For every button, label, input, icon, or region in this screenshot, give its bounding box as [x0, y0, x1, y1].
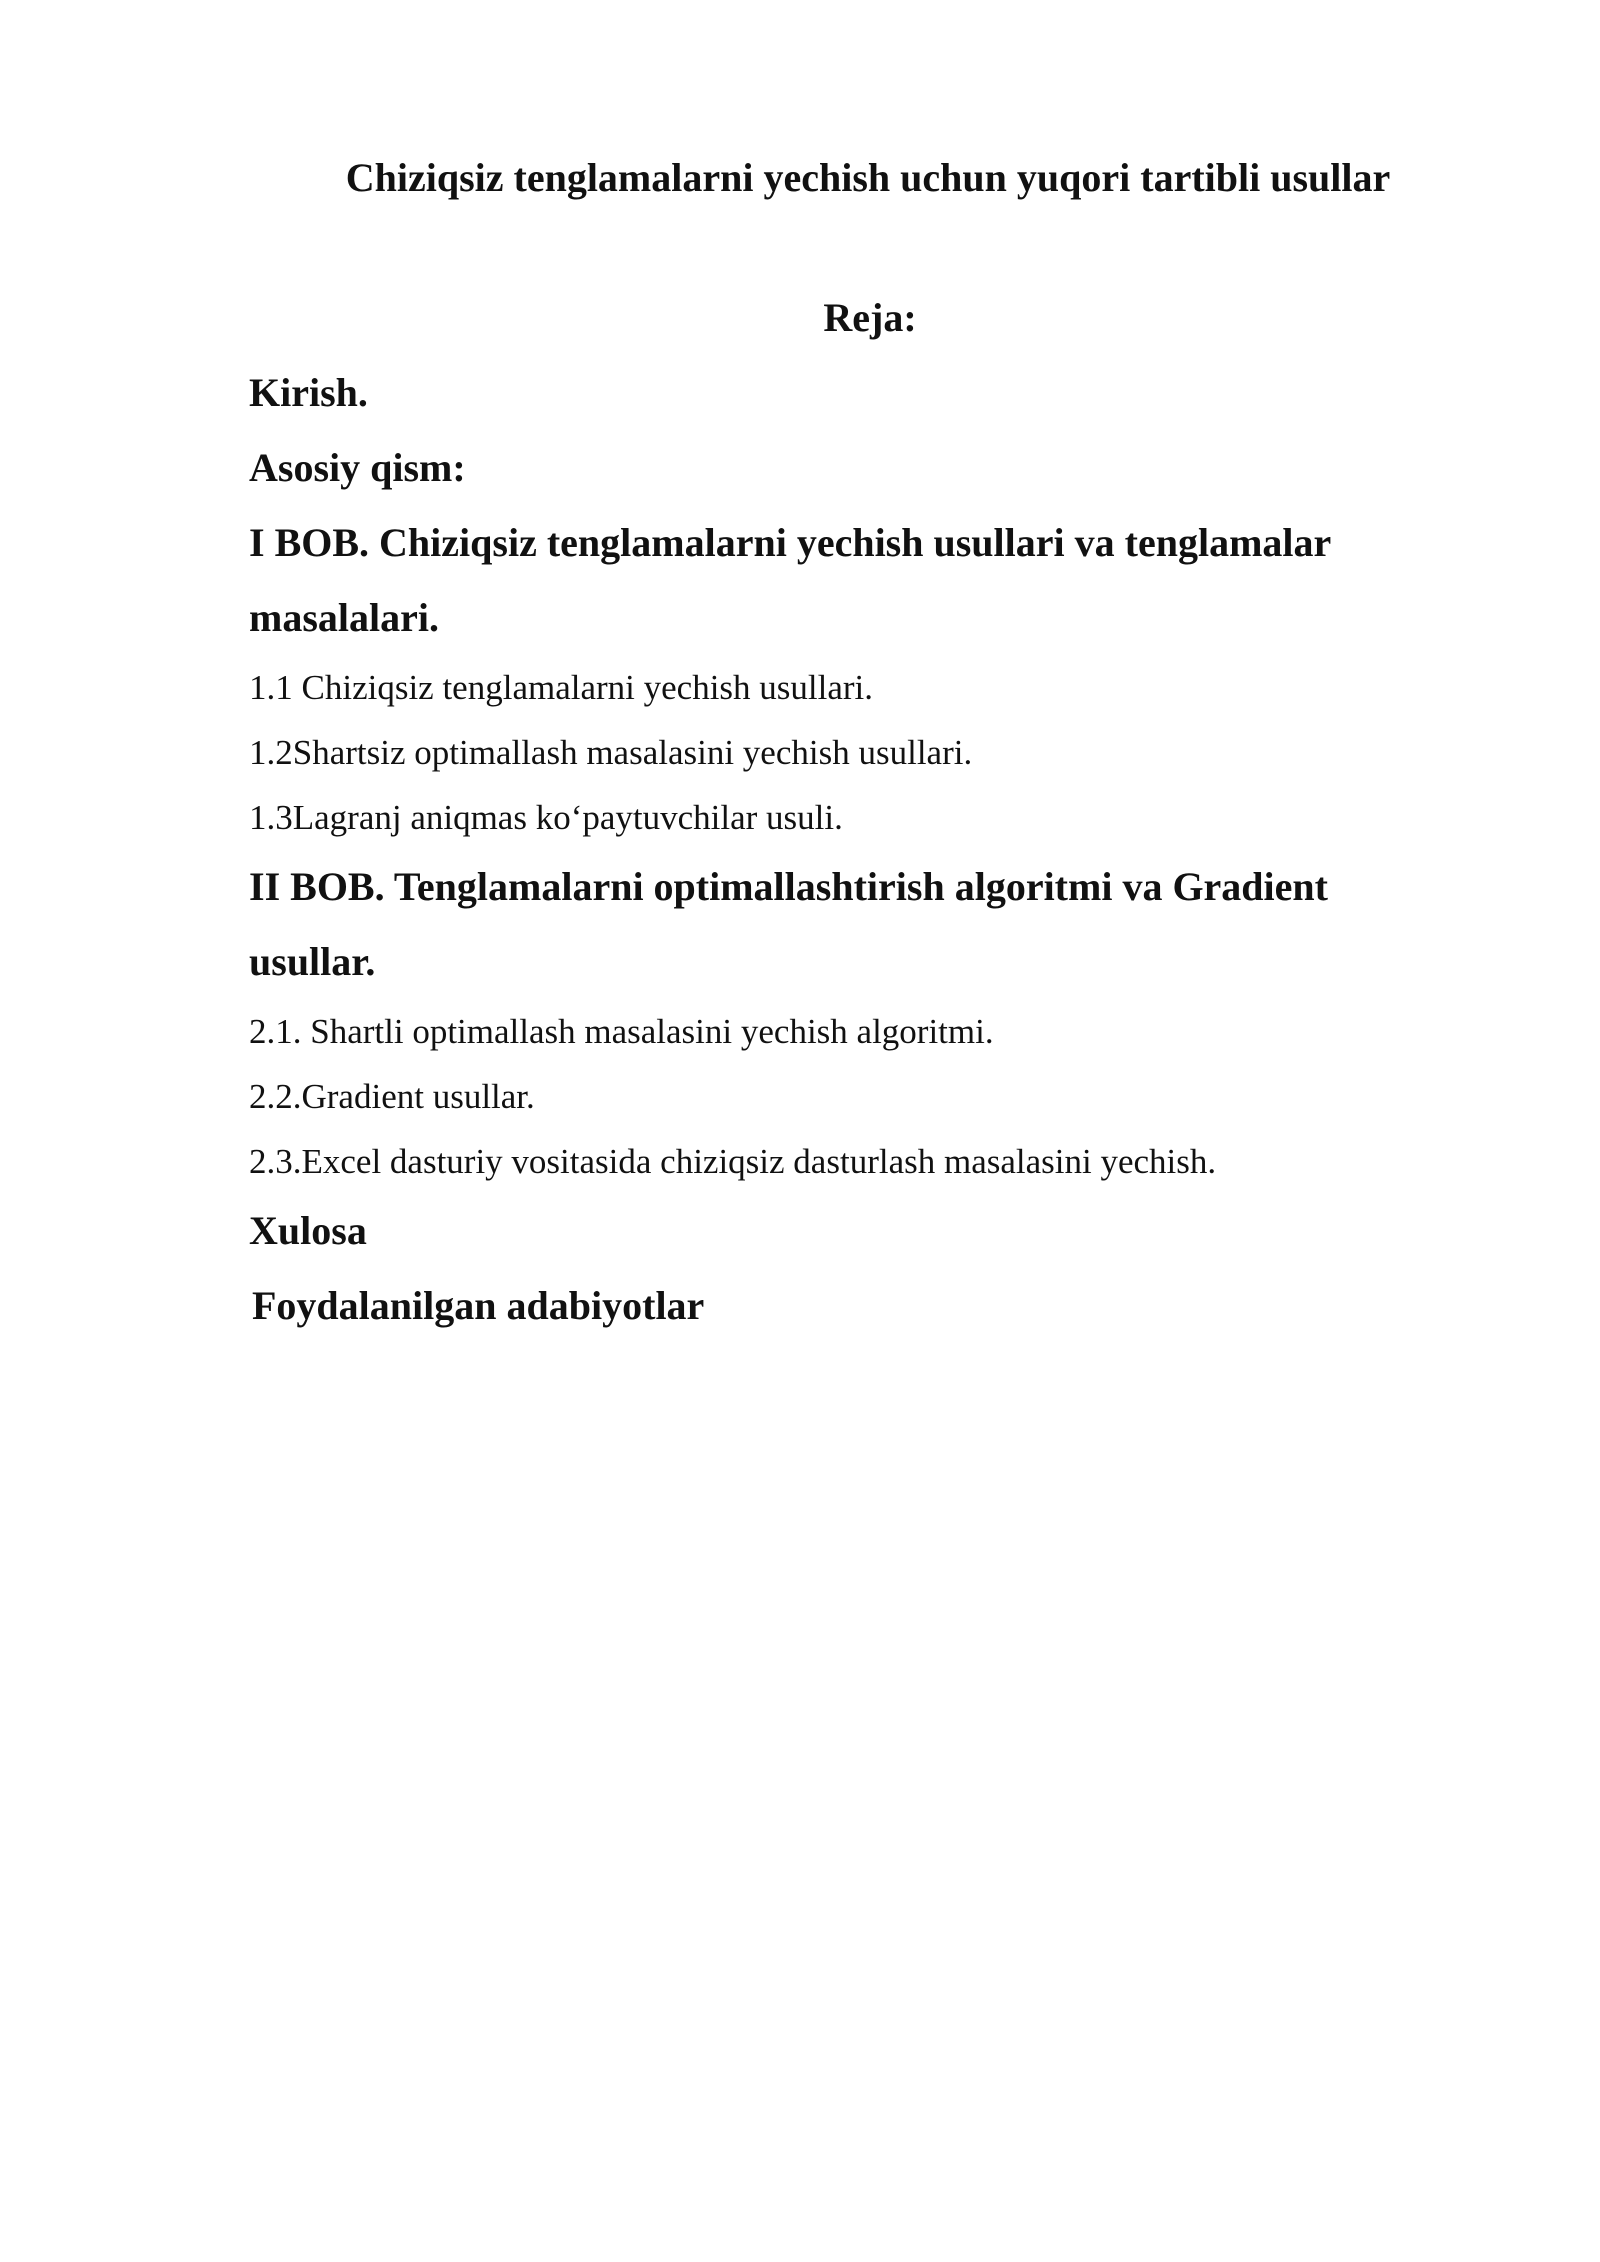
toc-conclusion: Xulosa: [249, 1208, 367, 1253]
toc-intro: Kirish.: [249, 370, 368, 415]
toc-section-1-2: 1.2Shartsiz optimallash masalasini yechish usullari.: [249, 733, 973, 772]
toc-section-2-1: 2.1. Shartli optimallash masalasini yechish algoritmi.: [249, 1012, 994, 1051]
toc-references: Foydalanilgan adabiyotlar: [252, 1283, 705, 1328]
toc-section-1-3: 1.3Lagranj aniqmas ko‘paytuvchilar usuli.: [249, 798, 843, 837]
plan-heading: Reja:: [823, 295, 917, 340]
toc-section-2-2: 2.2.Gradient usullar.: [249, 1077, 535, 1116]
toc-chapter-1-heading: I BOB. Chiziqsiz tenglamalarni yechish usullari va tenglamalar: [249, 520, 1332, 565]
toc-chapter-2-heading-continued: usullar.: [249, 939, 376, 984]
toc-main-part: Asosiy qism:: [249, 445, 466, 490]
toc-section-1-1: 1.1 Chiziqsiz tenglamalarni yechish usullari.: [249, 668, 874, 707]
toc-chapter-2-heading: II BOB. Tenglamalarni optimallashtirish algoritmi va Gradient: [249, 864, 1328, 909]
toc-section-2-3: 2.3.Excel dasturiy vositasida chiziqsiz dasturlash masalasini yechish.: [249, 1142, 1217, 1181]
toc-chapter-1-heading-continued: masalalari.: [249, 595, 439, 640]
document-title: Chiziqsiz tenglamalarni yechish uchun yuqori tartibli usullar: [345, 155, 1391, 200]
